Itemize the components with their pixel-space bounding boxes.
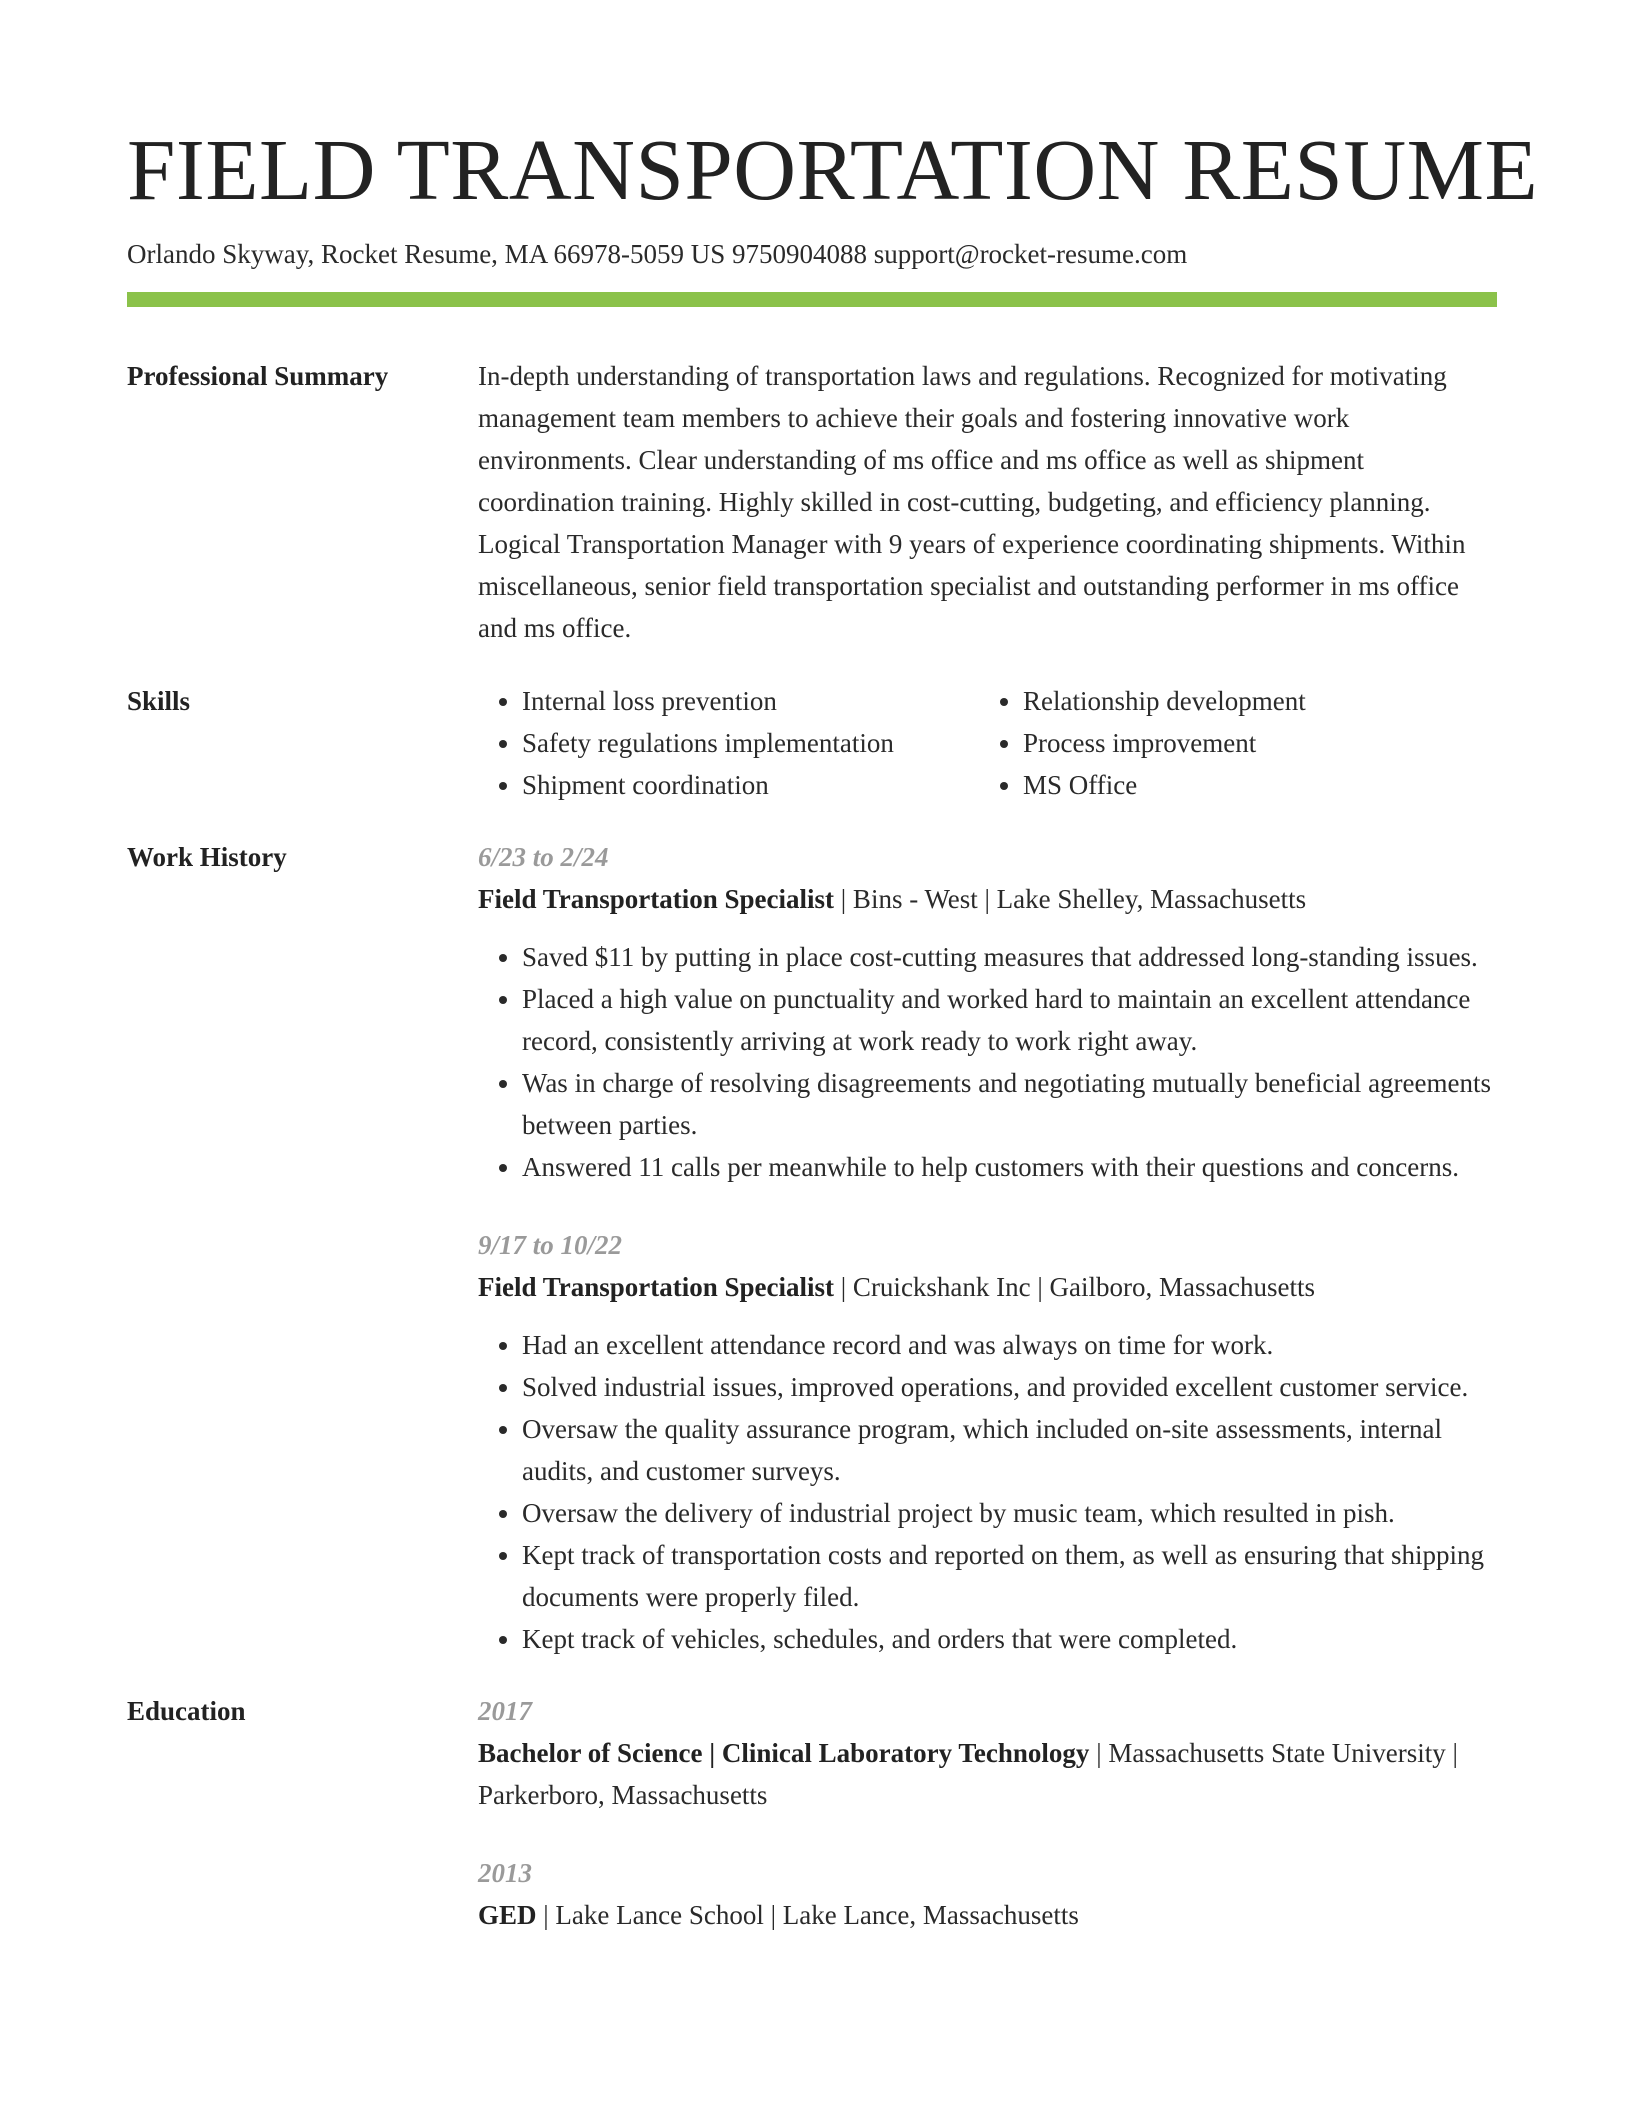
education-entry (478, 1690, 1497, 1816)
work-history-section (127, 836, 1497, 1660)
skill-item: • MS Office (1023, 764, 1497, 806)
job-bullet: • Was in charge of resolving disagreements and negotiating mutually beneficial agreements between parties. (522, 1062, 1497, 1146)
section-label-education: Education (127, 1696, 246, 1726)
job-title: Field Transportation Specialist (478, 884, 835, 914)
education-heading (478, 1732, 1497, 1816)
section-label-summary: Professional Summary (127, 361, 389, 391)
job-bullets (478, 1324, 1497, 1660)
job-details: | Bins - West | Lake Shelley, Massachusetts (834, 884, 1307, 914)
job-bullet: • Oversaw the quality assurance program, which included on-site assessments, internal audits, and customer surveys. (522, 1408, 1497, 1492)
education-entry (478, 1852, 1497, 1936)
job-heading (478, 1266, 1497, 1308)
summary-section (127, 355, 1497, 649)
resume-page (127, 118, 1539, 1936)
skill-item: • Internal loss prevention (522, 680, 979, 722)
education-degree: GED (478, 1900, 537, 1930)
skill-item: • Relationship development (1023, 680, 1497, 722)
job-bullet: • Solved industrial issues, improved operations, and provided excellent customer service. (522, 1366, 1497, 1408)
education-details: | Lake Lance School | Lake Lance, Massachusetts (536, 1900, 1079, 1930)
job-date: 9/17 to 10/22 (478, 1230, 623, 1260)
education-date: 2013 (478, 1858, 532, 1888)
job-heading (478, 878, 1497, 920)
job-entry (478, 1224, 1497, 1660)
accent-divider (127, 292, 1497, 307)
job-bullet: • Had an excellent attendance record and was always on time for work. (522, 1324, 1497, 1366)
skill-item: • Shipment coordination (522, 764, 979, 806)
job-bullet: • Kept track of vehicles, schedules, and orders that were completed. (522, 1618, 1497, 1660)
education-details: | Massachusetts State University | Parkerboro, Massachusetts (478, 1738, 1458, 1810)
education-degree: Bachelor of Science | Clinical Laboratory Technology (478, 1738, 1090, 1768)
job-bullet: • Saved $11 by putting in place cost-cutting measures that addressed long-standing issues. (522, 936, 1497, 978)
job-bullet: • Answered 11 calls per meanwhile to help customers with their questions and concerns. (522, 1146, 1497, 1188)
skill-item: • Process improvement (1023, 722, 1497, 764)
skills-section (127, 680, 1497, 806)
job-bullet: • Oversaw the delivery of industrial project by music team, which resulted in pish. (522, 1492, 1497, 1534)
job-bullet: • Placed a high value on punctuality and worked hard to maintain an excellent attendance record, consistently arriving at work ready to work right away. (522, 978, 1497, 1062)
skills-column-2 (979, 680, 1497, 806)
job-title: Field Transportation Specialist (478, 1272, 835, 1302)
resume-title: FIELD TRANSPORTATION RESUME (127, 121, 1539, 218)
job-details: | Cruickshank Inc | Gailboro, Massachusetts (834, 1272, 1315, 1302)
skills-list (478, 680, 1497, 806)
contact-line: Orlando Skyway, Rocket Resume, MA 66978-5059 US 9750904088 support@rocket-resume.com (127, 239, 1188, 269)
job-entry (478, 836, 1497, 1188)
education-section (127, 1690, 1497, 1936)
section-label-work-history: Work History (127, 842, 287, 872)
summary-text: In-depth understanding of transportation laws and regulations. Recognized for motivating management team members to achieve their goals and fostering innovative work environments. Clear understanding of ms office and ms office as well as shipment coordination training. Highly skilled in cost-cutting, budgeting, and efficiency planning. Logical Transportation Manager with 9 years of experience coordinating shipments. Within miscellaneous, senior field transportation specialist and outstanding performer in ms office and ms office. (478, 361, 1466, 643)
job-bullet: • Kept track of transportation costs and reported on them, as well as ensuring that shipping documents were properly filed. (522, 1534, 1497, 1618)
section-label-skills: Skills (127, 686, 191, 716)
education-date: 2017 (478, 1696, 532, 1726)
skills-column-1 (478, 680, 979, 806)
skill-item: • Safety regulations implementation (522, 722, 979, 764)
education-heading (478, 1894, 1497, 1936)
job-bullets (478, 936, 1497, 1188)
job-date: 6/23 to 2/24 (478, 842, 609, 872)
